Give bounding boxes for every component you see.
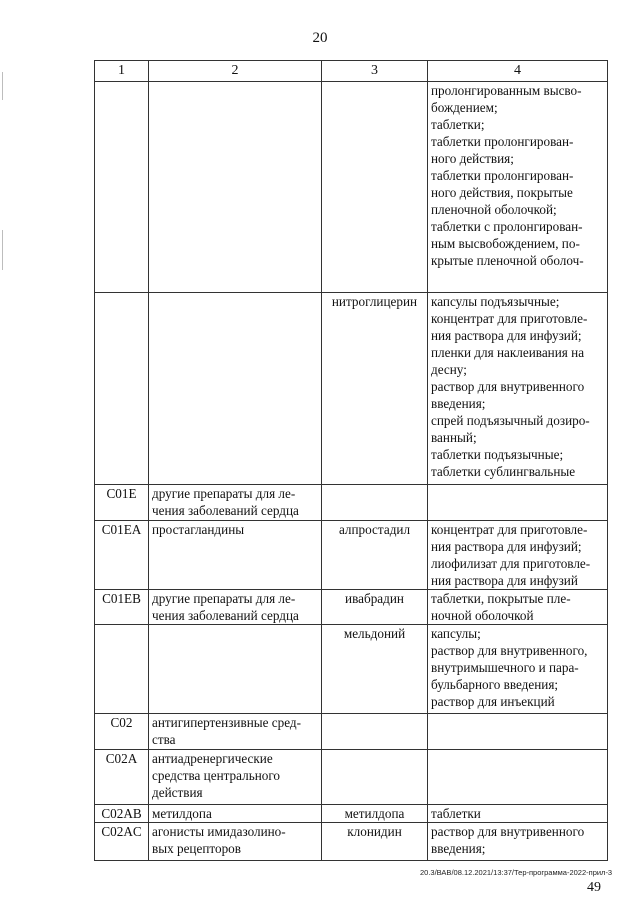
drug-name-cell: клонидин (322, 823, 428, 861)
dosage-forms-cell (428, 805, 608, 823)
atc-code-cell: C02 (95, 714, 149, 750)
column-header: 4 (428, 61, 608, 82)
column-header: 1 (95, 61, 149, 82)
dosage-forms-cell (428, 750, 608, 805)
scan-edge-mark (2, 230, 3, 270)
group-name-line: действия (152, 785, 203, 800)
dosage-form-line: ния раствора для инфузий; (431, 328, 582, 343)
atc-code-cell: C01EA (95, 521, 149, 590)
table-row (95, 82, 608, 293)
dosage-forms-cell (428, 521, 608, 590)
dosage-form-line: ного действия, покрытые (431, 185, 573, 200)
dosage-forms-cell (428, 590, 608, 625)
dosage-form-line: таблетки пролонгирован- (431, 168, 574, 183)
dosage-form-line: капсулы; (431, 626, 481, 641)
dosage-form-line: таблетки (431, 806, 481, 821)
group-name-cell (149, 805, 322, 823)
dosage-form-line: ного действия; (431, 151, 514, 166)
dosage-form-line: ночной оболочкой (431, 608, 534, 623)
dosage-form-line: концентрат для приготовле- (431, 522, 588, 537)
group-name-cell (149, 823, 322, 861)
dosage-form-line: таблетки, покрытые пле- (431, 591, 571, 606)
dosage-form-line: пленки для наклеивания на (431, 345, 585, 360)
group-name-cell (149, 625, 322, 714)
table-row (95, 485, 608, 521)
drug-name-cell: метилдопа (322, 805, 428, 823)
dosage-form-line: пролонгированным высво- (431, 83, 582, 98)
table-row (95, 750, 608, 805)
dosage-form-line: введения; (431, 396, 486, 411)
dosage-form-line: ванный; (431, 430, 477, 445)
dosage-form-line: бождением; (431, 100, 498, 115)
group-name-line: метилдопа (152, 806, 212, 821)
atc-code-cell: C01EB (95, 590, 149, 625)
group-name-cell (149, 521, 322, 590)
sheet-number: 49 (587, 880, 601, 895)
dosage-forms-cell (428, 625, 608, 714)
group-name-line: агонисты имидазолино- (152, 824, 286, 839)
dosage-form-line: внутримышечного и пара- (431, 660, 579, 675)
dosage-form-line: раствор для внутривенного (431, 824, 585, 839)
column-header: 3 (322, 61, 428, 82)
group-name-line: вых рецепторов (152, 841, 241, 856)
drug-name-cell (322, 750, 428, 805)
dosage-form-line: таблетки пролонгирован- (431, 134, 574, 149)
group-name-line: антиадренергические (152, 751, 273, 766)
dosage-form-line: пленочной оболочкой; (431, 202, 557, 217)
table-row (95, 714, 608, 750)
document-footer-code: 20.3/ВАВ/08.12.2021/13:37/Тер-программа-2022-прил-3 (420, 868, 613, 877)
group-name-cell (149, 750, 322, 805)
dosage-form-line: раствор для внутривенного (431, 379, 585, 394)
atc-code-cell: C02A (95, 750, 149, 805)
scan-edge-mark (2, 72, 3, 100)
atc-code-cell: C01E (95, 485, 149, 521)
dosage-form-line: концентрат для приготовле- (431, 311, 588, 326)
dosage-form-line: спрей подъязычный дозиро- (431, 413, 590, 428)
dosage-forms-cell (428, 82, 608, 293)
dosage-form-line: таблетки подъязычные; (431, 447, 564, 462)
drug-name-cell (322, 714, 428, 750)
drug-name-cell: алпростадил (322, 521, 428, 590)
drug-name-cell: нитроглицерин (322, 293, 428, 485)
dosage-form-line: бульбарного введения; (431, 677, 559, 692)
group-name-cell (149, 714, 322, 750)
group-name-line: ства (152, 732, 176, 747)
group-name-line: средства центрального (152, 768, 281, 783)
atc-code-cell (95, 82, 149, 293)
dosage-forms-cell (428, 823, 608, 861)
atc-code-cell: C02AC (95, 823, 149, 861)
group-name-line: другие препараты для ле- (152, 486, 296, 501)
table-row (95, 823, 608, 861)
dosage-form-line: крытые пленочной оболоч- (431, 253, 584, 268)
dosage-form-line: раствор для инъекций (431, 694, 555, 709)
drug-name-cell (322, 485, 428, 521)
group-name-line: антигипертензивные сред- (152, 715, 301, 730)
dosage-forms-cell (428, 293, 608, 485)
dosage-form-line: таблетки с пролонгирован- (431, 219, 583, 234)
page-number: 20 (312, 30, 328, 46)
group-name-cell (149, 293, 322, 485)
drug-name-cell: ивабрадин (322, 590, 428, 625)
atc-code-cell: C02AB (95, 805, 149, 823)
dosage-form-line: ния раствора для инфузий (431, 573, 578, 588)
group-name-cell (149, 485, 322, 521)
dosage-form-line: капсулы подъязычные; (431, 294, 560, 309)
atc-code-cell (95, 625, 149, 714)
atc-code-cell (95, 293, 149, 485)
drug-name-cell: мельдоний (322, 625, 428, 714)
dosage-form-line: ным высвобождением, по- (431, 236, 580, 251)
group-name-cell (149, 82, 322, 293)
dosage-forms-cell (428, 485, 608, 521)
dosage-forms-cell (428, 714, 608, 750)
group-name-cell (149, 590, 322, 625)
table-row (95, 293, 608, 485)
dosage-form-line: введения; (431, 841, 486, 856)
table-header-row (95, 61, 608, 82)
group-name-line: чения заболеваний сердца (152, 503, 299, 518)
dosage-form-line: десну; (431, 362, 467, 377)
table-body (95, 82, 608, 861)
table-row (95, 521, 608, 590)
group-name-line: чения заболеваний сердца (152, 608, 299, 623)
column-header: 2 (149, 61, 322, 82)
dosage-form-line: ния раствора для инфузий; (431, 539, 582, 554)
dosage-form-line: таблетки сублингвальные (431, 464, 576, 479)
drug-table (94, 60, 608, 861)
dosage-form-line: лиофилизат для приготовле- (431, 556, 591, 571)
group-name-line: простагландины (152, 522, 245, 537)
group-name-line: другие препараты для ле- (152, 591, 296, 606)
table-row (95, 805, 608, 823)
dosage-form-line: раствор для внутривенного, (431, 643, 588, 658)
dosage-form-line: таблетки; (431, 117, 485, 132)
table-row (95, 590, 608, 625)
table-row (95, 625, 608, 714)
drug-name-cell (322, 82, 428, 293)
